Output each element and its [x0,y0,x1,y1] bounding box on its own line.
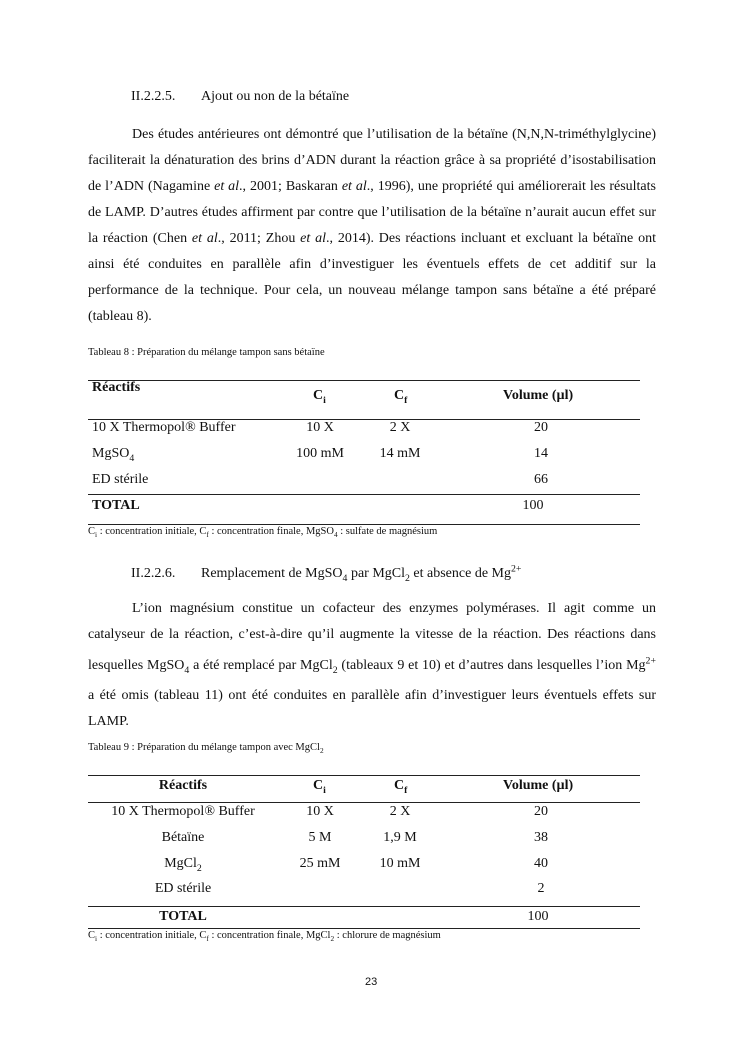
row-ci: 100 mM [296,446,344,461]
table-header-reactifs: Réactifs [158,778,208,793]
row-cf: 10 mM [379,856,421,871]
row-ci: 10 X [306,804,334,819]
row-volume: 38 [534,830,548,845]
paragraph-text: Des études antérieures ont démontré que l’utilisation de la bétaïne (N,N,N-triméthylglycine) faciliterait la dénaturation des brins d’ADN durant la réaction grâce à sa propriété d’isostabilisation de l’ADN (Nagamine et al., 2001; Baskaran et al., 1996), une propriété qui améliorerait les résultats de LAMP. D’autres études affirment par contre que l’utilisation de la bétaïne n’aurait aucun effet sur la réaction (Chen et al., 2011; Zhou et al., 2014). Des réactions incluant et excluant la bétaïne ont ainsi été conduites en parallèle afin d’investiguer les éventuels effets de cet additif sur la performance de la technique. Pour cela, un nouveau mélange tampon sans bétaïne a été préparé (tableau 8). [88,127,656,324]
section-number: II.2.2.5. [131,89,176,104]
table-header-cf: $C_f$ [394,388,408,406]
table-rule [88,524,640,525]
row-volume: 66 [534,472,548,487]
table8-note: $C_i$ : concentration initiale, $C_f$ : concentration finale, MgSO$_4$ : sulfate de magnésium [88,526,438,540]
table-rule [88,906,640,907]
row-reactif: ED stérile [154,881,212,896]
row-ci: 5 M [308,830,332,845]
paragraph-magnesium [88,596,656,735]
section-number: II.2.2.6. [131,565,176,581]
row-reactif: 10 X Thermopol® Buffer [111,804,255,819]
table9-caption: Tableau 9 : Préparation du mélange tampon avec MgCl$_2$ [88,742,324,756]
row-cf: 14 mM [379,446,421,461]
row-ci: 25 mM [299,856,341,871]
paragraph-text: L’ion magnésium constitue un cofacteur des enzymes polymérases. Il agit comme un catalyseur de la réaction, c’est-à-dire qu’il augmente la vitesse de la réaction. Des réactions dans lesquelles MgSO$_4$ a été remplacé par MgCl$_2$ (tableaux 9 et 10) et d’autres dans lesquelles l’ion $Mg^{2+}$ a été omis (tableau 11) ont été conduites en parallèle afin d’investiguer leurs éventuels effets sur LAMP. [88,601,656,730]
row-reactif: ED stérile [92,472,149,487]
table-header-volume: Volume (µl) [503,388,574,403]
section-title: Ajout ou non de la bétaïne [201,89,350,104]
table-header-cf: $C_f$ [394,778,408,796]
table-header-ci: $C_i$ [313,388,326,406]
row-volume: 20 [534,420,548,435]
row-reactif: MgCl$_2$ [164,856,202,874]
section-heading-betaine [131,89,349,105]
table-rule [88,494,640,495]
row-volume: 2 [537,881,545,896]
table9-note: $C_i$ : concentration initiale, $C_f$ : concentration finale, MgCl$_2$ : chlorure de magnésium [88,930,441,944]
section-heading-magnesium [131,563,521,583]
table-header-volume: Volume (µl) [503,778,574,793]
row-ci: 10 X [306,420,334,435]
total-label: TOTAL [159,909,207,924]
table-header-reactifs: Réactifs [92,380,141,395]
row-volume: 40 [534,856,548,871]
row-cf: 2 X [389,420,411,435]
paragraph-betaine [88,122,656,330]
table-header-ci: $C_i$ [313,778,326,796]
table8-caption: Tableau 8 : Préparation du mélange tampon sans bétaïne [88,347,325,358]
table-rule [88,928,640,929]
row-reactif: MgSO$_4$ [92,446,135,464]
row-volume: 14 [534,446,548,461]
total-volume: 100 [522,498,544,513]
section-title: Remplacement de MgSO$_4$ par MgCl$_2$ et absence de $Mg^{2+}$ [201,563,522,584]
row-volume: 20 [534,804,548,819]
page-number: 23 [365,976,378,988]
row-cf: 2 X [389,804,411,819]
row-reactif: 10 X Thermopol® Buffer [92,420,236,435]
table-rule [88,802,640,803]
total-volume: 100 [527,909,549,924]
table-rule [88,775,640,776]
row-reactif: Bétaïne [161,830,205,845]
table-rule [88,380,640,381]
total-label: TOTAL [92,498,140,513]
row-cf: 1,9 M [383,830,417,845]
